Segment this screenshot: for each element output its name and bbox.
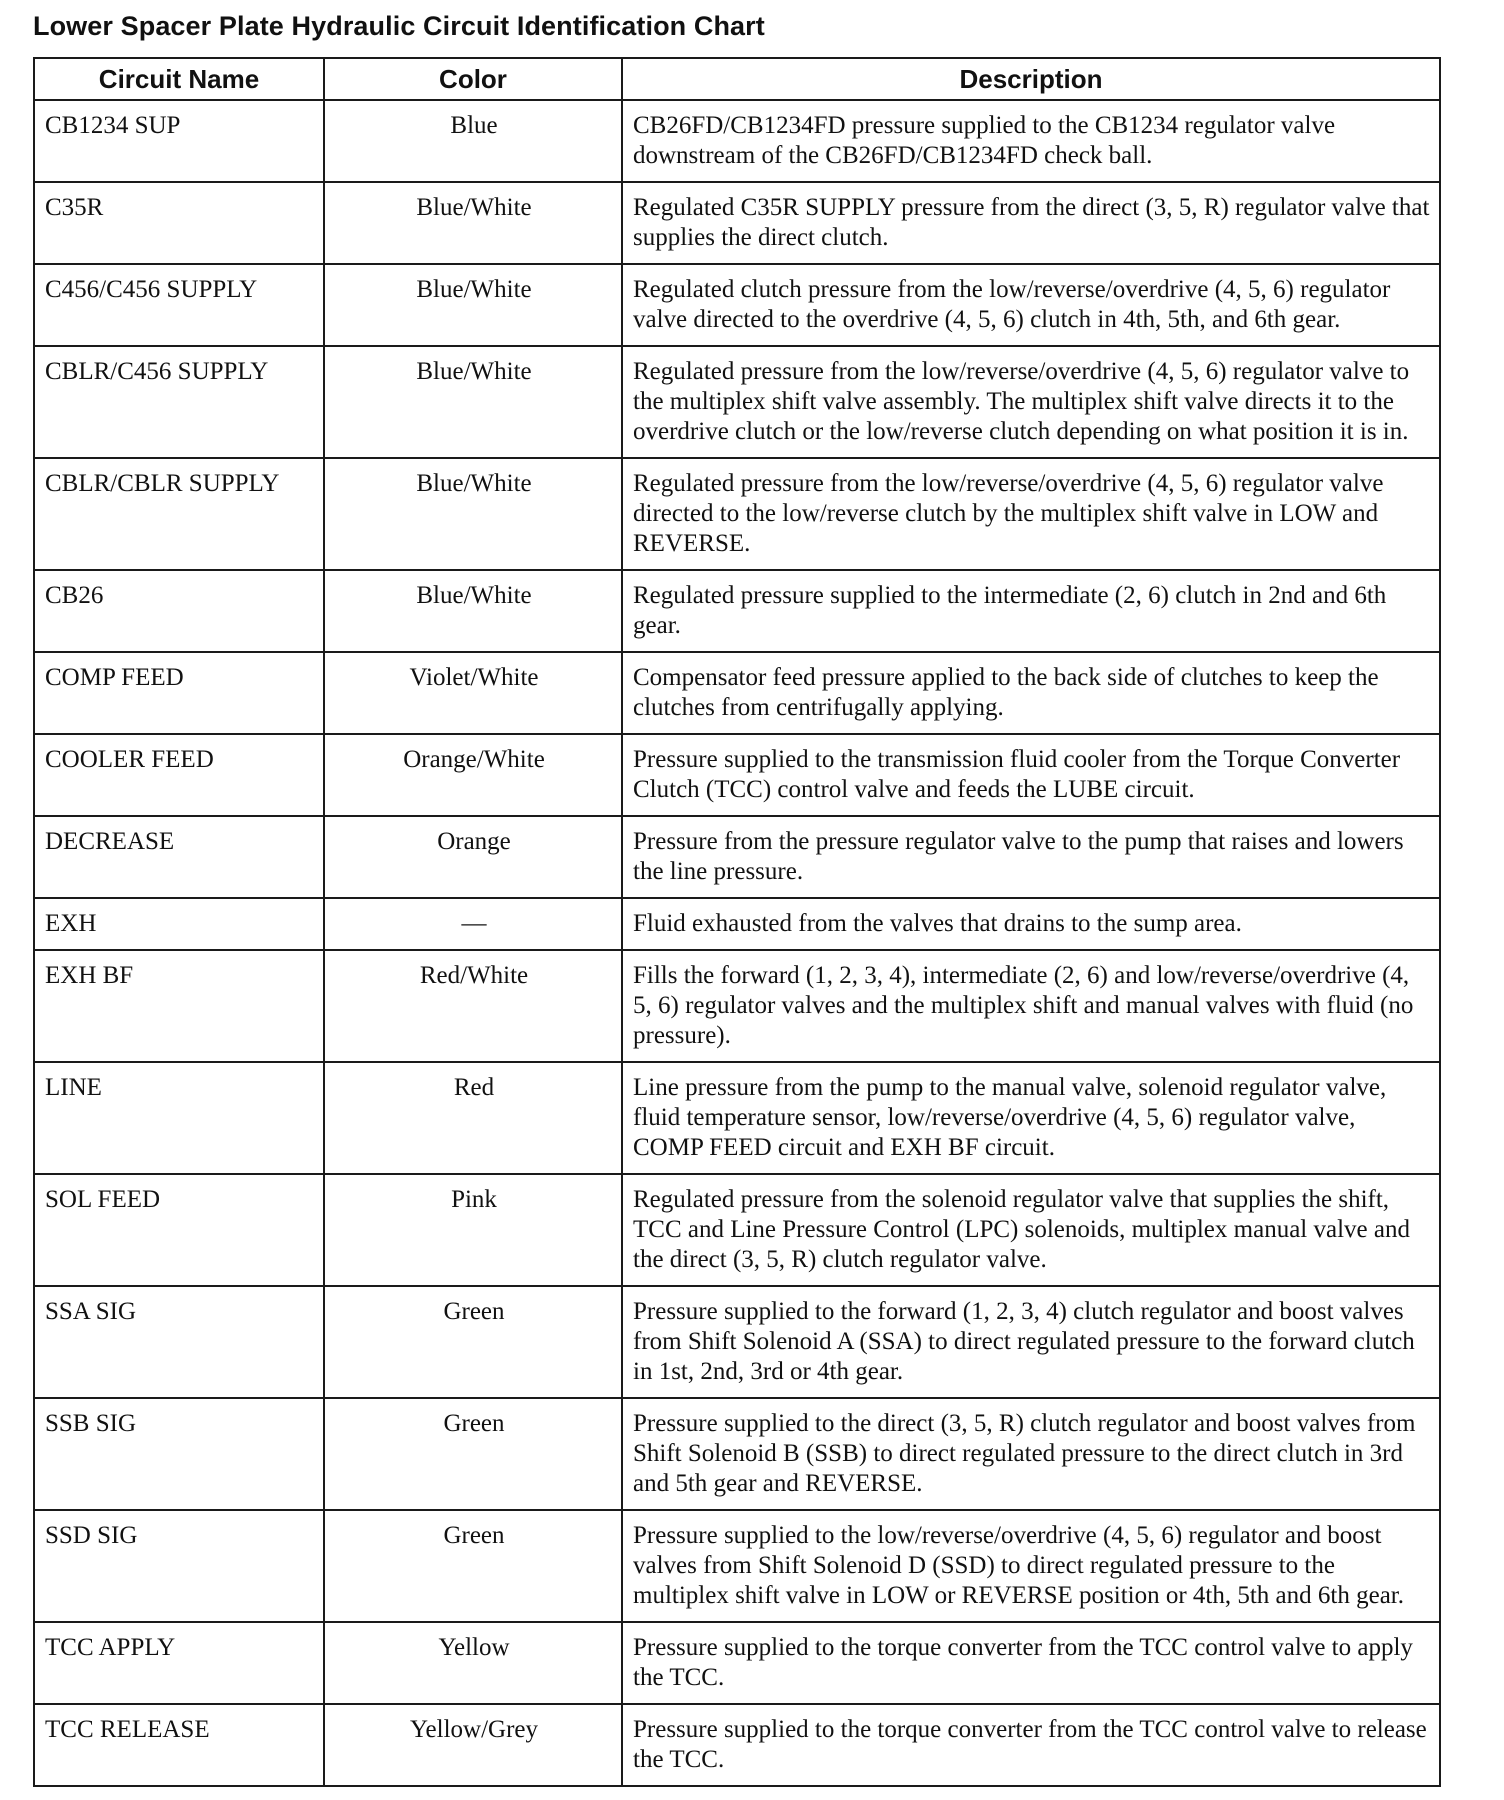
- circuit-identification-table: [33, 57, 1441, 1787]
- color-cell: Blue: [324, 100, 622, 182]
- color-cell: Blue/White: [324, 182, 622, 264]
- description-cell: Line pressure from the pump to the manual valve, solenoid regulator valve, fluid temperature sensor, low/reverse/overdrive (4, 5, 6) regulator valve, COMP FEED circuit and EXH BF circuit.: [622, 1062, 1440, 1174]
- circuit-name-cell: COOLER FEED: [34, 734, 324, 816]
- color-cell: Blue/White: [324, 570, 622, 652]
- description-cell: Pressure supplied to the direct (3, 5, R) clutch regulator and boost valves from Shift Solenoid B (SSB) to direct regulated pressure to the direct clutch in 3rd and 5th gear and REVERSE.: [622, 1398, 1440, 1510]
- circuit-name-cell: LINE: [34, 1062, 324, 1174]
- description-cell: Regulated pressure from the solenoid regulator valve that supplies the shift, TCC and Line Pressure Control (LPC) solenoids, multiplex manual valve and the direct (3, 5, R) clutch regulator valve.: [622, 1174, 1440, 1286]
- table-row: [34, 816, 1440, 898]
- table-row: [34, 182, 1440, 264]
- circuit-name-cell: SSA SIG: [34, 1286, 324, 1398]
- circuit-name-cell: CBLR/CBLR SUPPLY: [34, 458, 324, 570]
- description-cell: Pressure supplied to the transmission fluid cooler from the Torque Converter Clutch (TCC) control valve and feeds the LUBE circuit.: [622, 734, 1440, 816]
- header-color: Color: [324, 58, 622, 100]
- table-row: [34, 1286, 1440, 1398]
- color-cell: Orange: [324, 816, 622, 898]
- color-cell: Yellow/Grey: [324, 1704, 622, 1786]
- circuit-name-cell: EXH BF: [34, 950, 324, 1062]
- color-cell: Green: [324, 1510, 622, 1622]
- description-cell: Regulated C35R SUPPLY pressure from the direct (3, 5, R) regulator valve that supplies the direct clutch.: [622, 182, 1440, 264]
- table-header-row: [34, 58, 1440, 100]
- table-row: [34, 346, 1440, 458]
- color-cell: Red/White: [324, 950, 622, 1062]
- description-cell: Fills the forward (1, 2, 3, 4), intermediate (2, 6) and low/reverse/overdrive (4, 5, 6) regulator valves and the multiplex shift and manual valves with fluid (no pressure).: [622, 950, 1440, 1062]
- color-cell: Yellow: [324, 1622, 622, 1704]
- color-cell: Blue/White: [324, 346, 622, 458]
- color-cell: Violet/White: [324, 652, 622, 734]
- description-cell: CB26FD/CB1234FD pressure supplied to the CB1234 regulator valve downstream of the CB26FD/CB1234FD check ball.: [622, 100, 1440, 182]
- description-cell: Pressure supplied to the torque converter from the TCC control valve to release the TCC.: [622, 1704, 1440, 1786]
- header-description: Description: [622, 58, 1440, 100]
- table-row: [34, 734, 1440, 816]
- table-row: [34, 1398, 1440, 1510]
- color-cell: Orange/White: [324, 734, 622, 816]
- circuit-name-cell: CB1234 SUP: [34, 100, 324, 182]
- circuit-name-cell: C35R: [34, 182, 324, 264]
- table-row: [34, 1622, 1440, 1704]
- circuit-name-cell: CBLR/C456 SUPPLY: [34, 346, 324, 458]
- table-row: [34, 1704, 1440, 1786]
- table-row: [34, 1510, 1440, 1622]
- circuit-name-cell: SSB SIG: [34, 1398, 324, 1510]
- color-cell: Blue/White: [324, 264, 622, 346]
- circuit-name-cell: EXH: [34, 898, 324, 950]
- description-cell: Regulated pressure from the low/reverse/overdrive (4, 5, 6) regulator valve directed to the low/reverse clutch by the multiplex shift valve in LOW and REVERSE.: [622, 458, 1440, 570]
- color-cell: Red: [324, 1062, 622, 1174]
- table-row: [34, 1062, 1440, 1174]
- circuit-name-cell: COMP FEED: [34, 652, 324, 734]
- circuit-name-cell: CB26: [34, 570, 324, 652]
- table-row: [34, 652, 1440, 734]
- description-cell: Pressure from the pressure regulator valve to the pump that raises and lowers the line pressure.: [622, 816, 1440, 898]
- table-row: [34, 570, 1440, 652]
- description-cell: Pressure supplied to the low/reverse/overdrive (4, 5, 6) regulator and boost valves from Shift Solenoid D (SSD) to direct regulated pressure to the multiplex shift valve in LOW or REVERSE position or 4th, 5th and 6th gear.: [622, 1510, 1440, 1622]
- description-cell: Compensator feed pressure applied to the back side of clutches to keep the clutches from centrifugally applying.: [622, 652, 1440, 734]
- description-cell: Fluid exhausted from the valves that drains to the sump area.: [622, 898, 1440, 950]
- table-row: [34, 458, 1440, 570]
- chart-title: Lower Spacer Plate Hydraulic Circuit Identification Chart: [33, 11, 765, 41]
- circuit-name-cell: TCC RELEASE: [34, 1704, 324, 1786]
- circuit-name-cell: TCC APPLY: [34, 1622, 324, 1704]
- header-circuit-name: Circuit Name: [34, 58, 324, 100]
- description-cell: Regulated pressure supplied to the intermediate (2, 6) clutch in 2nd and 6th gear.: [622, 570, 1440, 652]
- table-row: [34, 100, 1440, 182]
- description-cell: Regulated clutch pressure from the low/reverse/overdrive (4, 5, 6) regulator valve directed to the overdrive (4, 5, 6) clutch in 4th, 5th, and 6th gear.: [622, 264, 1440, 346]
- color-cell: Green: [324, 1398, 622, 1510]
- circuit-name-cell: SOL FEED: [34, 1174, 324, 1286]
- color-cell: Blue/White: [324, 458, 622, 570]
- circuit-name-cell: SSD SIG: [34, 1510, 324, 1622]
- description-cell: Regulated pressure from the low/reverse/overdrive (4, 5, 6) regulator valve to the multiplex shift valve assembly. The multiplex shift valve directs it to the overdrive clutch or the low/reverse clutch depending on what position it is in.: [622, 346, 1440, 458]
- table-row: [34, 898, 1440, 950]
- table-row: [34, 950, 1440, 1062]
- table-row: [34, 1174, 1440, 1286]
- circuit-name-cell: C456/C456 SUPPLY: [34, 264, 324, 346]
- color-cell: Green: [324, 1286, 622, 1398]
- color-cell: —: [324, 898, 622, 950]
- table-row: [34, 264, 1440, 346]
- color-cell: Pink: [324, 1174, 622, 1286]
- description-cell: Pressure supplied to the torque converter from the TCC control valve to apply the TCC.: [622, 1622, 1440, 1704]
- circuit-name-cell: DECREASE: [34, 816, 324, 898]
- description-cell: Pressure supplied to the forward (1, 2, 3, 4) clutch regulator and boost valves from Shift Solenoid A (SSA) to direct regulated pressure to the forward clutch in 1st, 2nd, 3rd or 4th gear.: [622, 1286, 1440, 1398]
